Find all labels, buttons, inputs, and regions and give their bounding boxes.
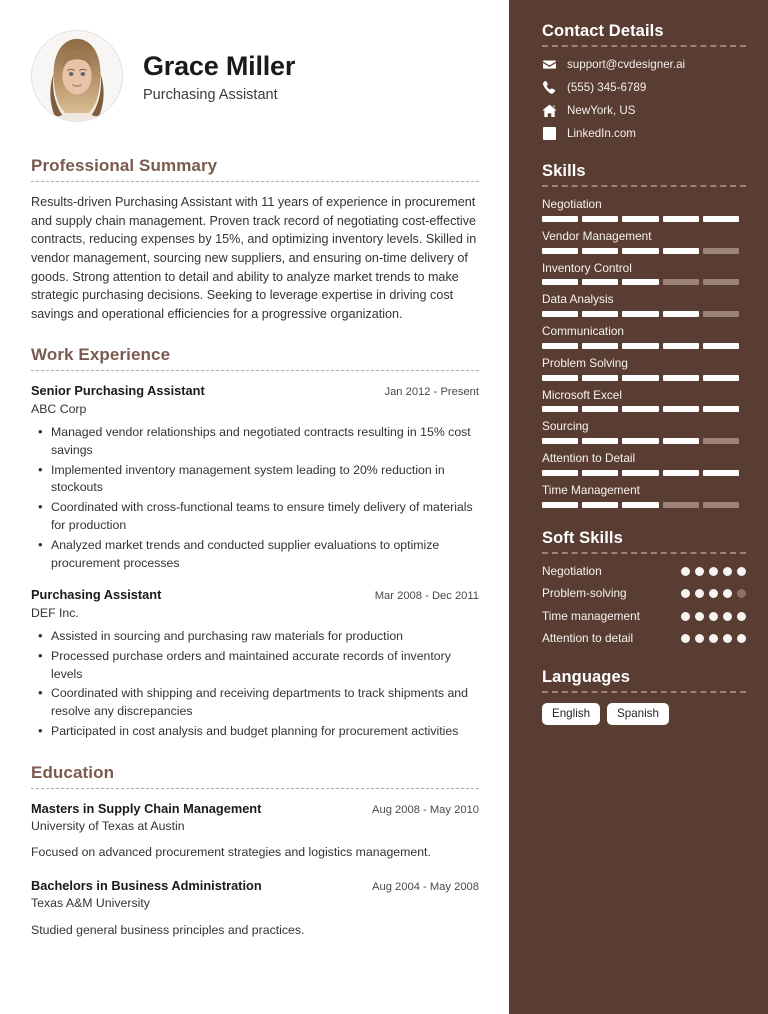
experience-company: DEF Inc. bbox=[31, 605, 79, 620]
section-languages bbox=[542, 668, 746, 725]
rating-dot bbox=[709, 567, 718, 576]
soft-skill-label: Negotiation bbox=[542, 563, 602, 578]
contact-item-location[interactable] bbox=[542, 103, 746, 118]
skill-row bbox=[542, 356, 746, 381]
education-description: Focused on advanced procurement strategies and logistics management. bbox=[31, 845, 431, 860]
skill-bar-segment bbox=[542, 375, 578, 381]
skill-bar-segment bbox=[703, 216, 739, 222]
skill-label: Problem Solving bbox=[542, 355, 628, 370]
experience-entry-header bbox=[31, 586, 479, 603]
skill-level-bar bbox=[542, 375, 739, 381]
section-heading-contact: Contact Details bbox=[542, 22, 664, 40]
skill-bar-segment bbox=[542, 279, 578, 285]
section-work-experience bbox=[31, 345, 479, 741]
skill-bar-segment bbox=[663, 343, 699, 349]
page-title: Grace Miller bbox=[143, 51, 296, 82]
education-degree: Masters in Supply Chain Management bbox=[31, 800, 262, 816]
skill-bar-segment bbox=[663, 248, 699, 254]
skill-row bbox=[542, 451, 746, 476]
education-entry-header bbox=[31, 877, 479, 894]
rating-dot bbox=[737, 612, 746, 621]
skill-row bbox=[542, 388, 746, 413]
skill-bar-segment bbox=[703, 311, 739, 317]
skill-bar-segment bbox=[542, 248, 578, 254]
education-entry bbox=[31, 800, 479, 862]
skill-bar-segment bbox=[542, 470, 578, 476]
skill-bar-segment bbox=[622, 311, 658, 317]
skill-bar-segment bbox=[542, 438, 578, 444]
skill-label: Time Management bbox=[542, 482, 640, 497]
skill-bar-segment bbox=[542, 216, 578, 222]
skill-level-bar bbox=[542, 470, 739, 476]
soft-skill-row bbox=[542, 609, 746, 625]
experience-bullet-list bbox=[31, 628, 479, 741]
experience-job-title: Purchasing Assistant bbox=[31, 587, 162, 603]
skill-level-bar bbox=[542, 311, 739, 317]
contact-email-value: support@cvdesigner.ai bbox=[567, 58, 686, 71]
education-school: University of Texas at Austin bbox=[31, 819, 185, 834]
linkedin-icon bbox=[542, 127, 556, 141]
skill-bar-segment bbox=[622, 375, 658, 381]
skill-bar-segment bbox=[582, 311, 618, 317]
soft-skill-row bbox=[542, 586, 746, 602]
contact-item-linkedin[interactable] bbox=[542, 126, 746, 141]
skill-level-bar bbox=[542, 248, 739, 254]
skill-bar-segment bbox=[622, 216, 658, 222]
contact-location-value: NewYork, US bbox=[567, 104, 636, 118]
skill-bar-segment bbox=[582, 406, 618, 412]
skill-bar-segment bbox=[582, 438, 618, 444]
skill-bar-segment bbox=[542, 406, 578, 412]
section-divider bbox=[542, 552, 746, 554]
experience-date: Mar 2008 - Dec 2011 bbox=[374, 590, 479, 603]
rating-dot bbox=[723, 612, 732, 621]
home-icon bbox=[542, 104, 556, 118]
skill-row bbox=[542, 324, 746, 349]
skill-row bbox=[542, 483, 746, 508]
section-divider bbox=[542, 185, 746, 187]
soft-skill-label: Attention to detail bbox=[542, 631, 634, 646]
section-divider bbox=[31, 181, 479, 182]
section-heading-skills: Skills bbox=[542, 162, 586, 181]
contact-linkedin-value: LinkedIn.com bbox=[567, 127, 636, 141]
skill-bar-segment bbox=[703, 470, 739, 476]
name-block bbox=[143, 49, 295, 102]
skill-bar-segment bbox=[582, 248, 618, 254]
rating-dot bbox=[709, 612, 718, 621]
rating-dot bbox=[681, 589, 690, 598]
skill-bar-segment bbox=[663, 406, 699, 412]
profile-photo-icon bbox=[32, 31, 122, 121]
section-divider bbox=[542, 691, 746, 693]
job-title: Purchasing Assistant bbox=[143, 86, 278, 103]
skill-bar-segment bbox=[542, 311, 578, 317]
education-entry bbox=[31, 877, 479, 939]
experience-bullet: • Analyzed market trends and conducted supplier evaluations to optimize procurement processes bbox=[31, 537, 479, 573]
skill-bar-segment bbox=[663, 502, 699, 508]
skill-bar-segment bbox=[622, 343, 658, 349]
skill-bar-segment bbox=[622, 438, 658, 444]
skill-bar-segment bbox=[663, 311, 699, 317]
skill-bar-segment bbox=[622, 502, 658, 508]
contact-item-email[interactable] bbox=[542, 57, 746, 72]
section-contact-details bbox=[542, 22, 746, 141]
education-date: Aug 2004 - May 2008 bbox=[372, 881, 479, 894]
section-heading-soft-skills: Soft Skills bbox=[542, 528, 623, 547]
skill-label: Data Analysis bbox=[542, 292, 614, 307]
section-professional-summary bbox=[31, 156, 479, 323]
skill-bar-segment bbox=[622, 279, 658, 285]
rating-dot bbox=[681, 634, 690, 643]
skill-label: Inventory Control bbox=[542, 260, 632, 275]
experience-entry bbox=[31, 382, 479, 572]
skill-bar-segment bbox=[663, 216, 699, 222]
rating-dot bbox=[695, 612, 704, 621]
contact-phone-value: (555) 345-6789 bbox=[567, 81, 647, 95]
skill-bar-segment bbox=[663, 375, 699, 381]
skill-bar-segment bbox=[703, 438, 739, 444]
soft-skill-row bbox=[542, 564, 746, 580]
summary-text: Results-driven Purchasing Assistant with 11 years of experience in procurement and supply chain management. Proven track record of negotiating cost-effective contracts, reducing expenses by 15%, and optimizing inventory levels. Skilled in vendor management, sourcing new suppliers, and ensuring on-time delivery of goods. Strong attention to detail and ability to analyze market trends to make strategic purchasing decisions. Seeking to leverage expertise in driving cost savings and operational efficiencies for a progressive organization. bbox=[31, 195, 477, 321]
education-degree: Bachelors in Business Administration bbox=[31, 878, 262, 894]
sidebar bbox=[509, 0, 768, 1014]
soft-skill-label: Problem-solving bbox=[542, 586, 627, 601]
skill-level-bar bbox=[542, 438, 739, 444]
skill-label: Attention to Detail bbox=[542, 451, 636, 466]
skill-bar-segment bbox=[542, 343, 578, 349]
rating-dot bbox=[709, 634, 718, 643]
avatar bbox=[31, 30, 123, 122]
skill-bar-segment bbox=[582, 216, 618, 222]
rating-dot bbox=[737, 589, 746, 598]
experience-bullet: • Coordinated with cross-functional teams to ensure timely delivery of materials for production bbox=[31, 499, 479, 535]
skill-bar-segment bbox=[582, 343, 618, 349]
rating-dot bbox=[695, 589, 704, 598]
section-soft-skills bbox=[542, 529, 746, 647]
skill-level-bar bbox=[542, 502, 739, 508]
skill-bar-segment bbox=[582, 502, 618, 508]
language-chip: Spanish bbox=[607, 703, 669, 725]
skill-bar-segment bbox=[663, 470, 699, 476]
section-heading-experience: Work Experience bbox=[31, 345, 171, 365]
skill-bar-segment bbox=[582, 279, 618, 285]
skill-label: Microsoft Excel bbox=[542, 387, 622, 402]
soft-skill-label: Time management bbox=[542, 608, 640, 623]
contact-item-phone[interactable] bbox=[542, 80, 746, 95]
section-heading-languages: Languages bbox=[542, 667, 631, 686]
rating-dot bbox=[737, 567, 746, 576]
education-entry-header bbox=[31, 800, 479, 817]
section-divider bbox=[31, 370, 479, 371]
soft-skill-row bbox=[542, 631, 746, 647]
section-education bbox=[31, 763, 479, 940]
section-heading-summary: Professional Summary bbox=[31, 156, 218, 175]
envelope-icon bbox=[542, 58, 556, 72]
skills-list bbox=[542, 197, 746, 507]
education-description: Studied general business principles and practices. bbox=[31, 922, 305, 937]
resume-header bbox=[31, 30, 479, 122]
skill-bar-segment bbox=[703, 279, 739, 285]
skill-row bbox=[542, 229, 746, 254]
skill-bar-segment bbox=[542, 502, 578, 508]
skill-label: Vendor Management bbox=[542, 228, 652, 243]
skill-label: Negotiation bbox=[542, 197, 602, 212]
experience-job-title: Senior Purchasing Assistant bbox=[31, 383, 205, 399]
skill-bar-segment bbox=[663, 438, 699, 444]
skill-level-bar bbox=[542, 406, 739, 412]
experience-bullet: • Participated in cost analysis and budget planning for procurement activities bbox=[31, 723, 479, 741]
skill-level-bar bbox=[542, 216, 739, 222]
soft-skill-rating bbox=[681, 609, 746, 621]
soft-skill-rating bbox=[681, 586, 746, 598]
skill-row bbox=[542, 261, 746, 286]
rating-dot bbox=[681, 612, 690, 621]
soft-skill-rating bbox=[681, 631, 746, 643]
skill-bar-segment bbox=[622, 248, 658, 254]
education-date: Aug 2008 - May 2010 bbox=[372, 803, 479, 816]
skill-level-bar bbox=[542, 279, 739, 285]
experience-bullet: • Coordinated with shipping and receiving departments to track shipments and resolve any discrepancies bbox=[31, 685, 479, 721]
section-divider bbox=[542, 45, 746, 47]
skill-row bbox=[542, 292, 746, 317]
rating-dot bbox=[681, 567, 690, 576]
skill-label: Sourcing bbox=[542, 419, 589, 434]
section-divider bbox=[31, 788, 479, 789]
skill-bar-segment bbox=[703, 343, 739, 349]
rating-dot bbox=[695, 567, 704, 576]
soft-skill-rating bbox=[681, 564, 746, 576]
language-chip: English bbox=[542, 703, 600, 725]
experience-bullet: • Assisted in sourcing and purchasing raw materials for production bbox=[31, 628, 479, 646]
contact-list bbox=[542, 57, 746, 141]
soft-skills-list bbox=[542, 564, 746, 647]
rating-dot bbox=[723, 567, 732, 576]
experience-entry-header bbox=[31, 382, 479, 399]
skill-bar-segment bbox=[703, 406, 739, 412]
skill-label: Communication bbox=[542, 324, 624, 339]
skill-level-bar bbox=[542, 343, 739, 349]
section-heading-education: Education bbox=[31, 762, 115, 782]
experience-date: Jan 2012 - Present bbox=[384, 386, 479, 399]
skill-bar-segment bbox=[582, 470, 618, 476]
experience-bullet: • Processed purchase orders and maintained accurate records of inventory levels bbox=[31, 648, 479, 684]
skill-bar-segment bbox=[622, 406, 658, 412]
rating-dot bbox=[709, 589, 718, 598]
skill-bar-segment bbox=[622, 470, 658, 476]
phone-icon bbox=[542, 81, 556, 95]
experience-bullet-list bbox=[31, 424, 479, 573]
skill-bar-segment bbox=[663, 279, 699, 285]
rating-dot bbox=[723, 634, 732, 643]
rating-dot bbox=[723, 589, 732, 598]
skill-row bbox=[542, 419, 746, 444]
skill-row bbox=[542, 197, 746, 222]
rating-dot bbox=[737, 634, 746, 643]
experience-company: ABC Corp bbox=[31, 401, 87, 416]
education-school: Texas A&M University bbox=[31, 896, 150, 911]
skill-bar-segment bbox=[703, 502, 739, 508]
section-skills bbox=[542, 162, 746, 507]
skill-bar-segment bbox=[703, 248, 739, 254]
experience-entry bbox=[31, 586, 479, 740]
rating-dot bbox=[695, 634, 704, 643]
experience-bullet: • Managed vendor relationships and negotiated contracts resulting in 15% cost savings bbox=[31, 424, 479, 460]
skill-bar-segment bbox=[582, 375, 618, 381]
skill-bar-segment bbox=[703, 375, 739, 381]
experience-bullet: • Implemented inventory management system leading to 20% reduction in stockouts bbox=[31, 462, 479, 498]
language-chip-list bbox=[542, 703, 746, 725]
